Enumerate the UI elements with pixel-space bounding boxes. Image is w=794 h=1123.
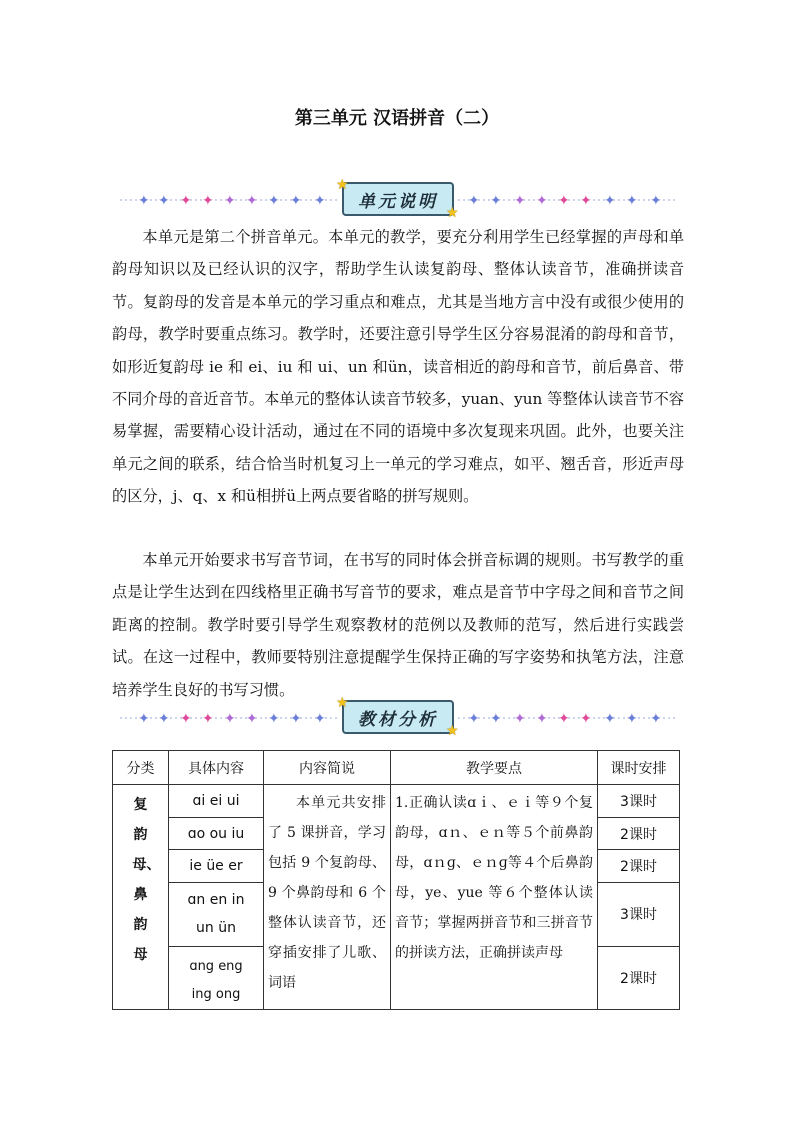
svg-text:✦: ✦ [314, 711, 326, 727]
svg-text:✦: ✦ [268, 193, 280, 209]
svg-text:✦: ✦ [268, 711, 280, 727]
svg-text:✦: ✦ [650, 193, 662, 209]
svg-text:✦: ✦ [290, 711, 302, 727]
svg-text:✦: ✦ [490, 711, 502, 727]
summary-cell [264, 785, 391, 1010]
svg-text:✦: ✦ [158, 711, 170, 727]
svg-text:✦: ✦ [536, 193, 548, 209]
svg-text:✦: ✦ [580, 711, 592, 727]
svg-text:✦: ✦ [626, 711, 638, 727]
svg-text:✦: ✦ [158, 193, 170, 209]
svg-text:✦: ✦ [536, 711, 548, 727]
svg-text:✦: ✦ [224, 711, 236, 727]
table-header: 分类 [113, 751, 169, 785]
star-icon: ★ [446, 723, 459, 739]
summary-text: 本单元共安排了 5 课拼音，学习包括 9 个复韵母、9 个鼻韵母和 6 个整体认读音节，还穿插安排了儿歌、词语 [268, 795, 386, 991]
paragraph-writing-teaching: 本单元开始要求书写音节词，在书写的同时体会拼音标调的规则。书写教学的重点是让学生达到在四线格里正确书写音节的要求，难点是音节中字母之间和音节之间距离的控制。教学时要引导学生观察教材的范例以及教师的范写，然后进行实践尝试。在这一过程中，教师要特别注意提醒学生保持正确的写字姿势和执笔方法，注意培养学生良好的书写习惯。 [112, 551, 684, 699]
svg-text:✦: ✦ [468, 193, 480, 209]
star-icon: ★ [336, 695, 349, 711]
svg-text:✦: ✦ [650, 711, 662, 727]
table-header: 课时安排 [598, 751, 680, 785]
svg-text:✦: ✦ [246, 193, 258, 209]
content-cell: ɑo ou iu [169, 817, 264, 850]
material-analysis-table [112, 750, 680, 1010]
svg-text:✦: ✦ [202, 711, 214, 727]
hours-cell: 3课时 [598, 883, 680, 946]
svg-text:✦: ✦ [202, 193, 214, 209]
content-cell: ɑn en in un ün [169, 883, 264, 946]
svg-text:✦: ✦ [246, 711, 258, 727]
svg-text:✦: ✦ [314, 193, 326, 209]
svg-text:✦: ✦ [490, 193, 502, 209]
svg-text:✦: ✦ [180, 193, 192, 209]
svg-text:✦: ✦ [604, 711, 616, 727]
table-header-row [113, 751, 680, 785]
svg-text:✦: ✦ [514, 193, 526, 209]
category-cell [113, 785, 169, 1010]
table-header: 内容简说 [264, 751, 391, 785]
page-title: 第三单元 汉语拼音（二） [294, 108, 500, 129]
paragraph-unit-description: 本单元是第二个拼音单元。本单元的教学，要充分利用学生已经掌握的声母和单韵母知识以及已经认识的汉字，帮助学生认读复韵母、整体认读音节，准确拼读音节。复韵母的发音是本单元的学习重点和难点，尤其是当地方言中没有或很少使用的韵母，教学时要重点练习。教学时，还要注意引导学生区分容易混淆的韵母和音节，如形近复韵母 ie 和 ei、iu 和 ui、un 和ün，读音相近的韵母和音节，前后鼻音、带不同介母的音近音节。本单元的整体认读音节较多，yuan、yun 等整体认读音节不容易掌握，需要精心设计活动，通过在不同的语境中多次复现来巩固。此外，也要关注单元之间的联系，结合恰当时机复习上一单元的学习难点，如平、翘舌音，形近声母的区分，j、q、x 和ü相拼ü上两点要省略的拼写规则。 [112, 228, 684, 506]
svg-text:✦: ✦ [626, 193, 638, 209]
content-cell: ie üe er [169, 850, 264, 883]
svg-text:✦: ✦ [580, 193, 592, 209]
section-heading-unit-description: 单元说明 [342, 182, 454, 216]
svg-text:✦: ✦ [180, 711, 192, 727]
table-header: 具体内容 [169, 751, 264, 785]
hours-cell: 3课时 [598, 785, 680, 818]
svg-text:✦: ✦ [558, 711, 570, 727]
table-row [113, 785, 680, 818]
svg-text:✦: ✦ [514, 711, 526, 727]
section-divider-unit-description [118, 177, 678, 221]
points-cell [391, 785, 598, 1010]
star-icon: ★ [336, 177, 349, 193]
table-header: 教学要点 [391, 751, 598, 785]
svg-text:✦: ✦ [138, 711, 150, 727]
hours-cell: 2课时 [598, 817, 680, 850]
section-heading-material-analysis: 教材分析 [342, 700, 454, 734]
hours-cell: 2课时 [598, 946, 680, 1009]
content-cell: ɑi ei ui [169, 785, 264, 818]
section-divider-material-analysis [118, 695, 678, 739]
hours-cell: 2课时 [598, 850, 680, 883]
svg-text:✦: ✦ [558, 193, 570, 209]
star-icon: ★ [446, 205, 459, 221]
content-cell: ɑng eng ing ong [169, 946, 264, 1009]
svg-text:✦: ✦ [468, 711, 480, 727]
svg-text:✦: ✦ [604, 193, 616, 209]
svg-text:✦: ✦ [138, 193, 150, 209]
svg-text:✦: ✦ [224, 193, 236, 209]
svg-text:✦: ✦ [290, 193, 302, 209]
points-text: 1.正确认读ɑｉ、ｅｉ等９个复韵母，ɑｎ、ｅｎ等５个前鼻韵母，ɑｎɡ、ｅｎɡ等４个后鼻韵母，ye、yue 等６个整体认读音节；掌握两拼音节和三拼音节的拼读方法，正确拼读声母 [395, 795, 593, 961]
category-label: 复韵母、鼻韵母 [132, 797, 161, 963]
